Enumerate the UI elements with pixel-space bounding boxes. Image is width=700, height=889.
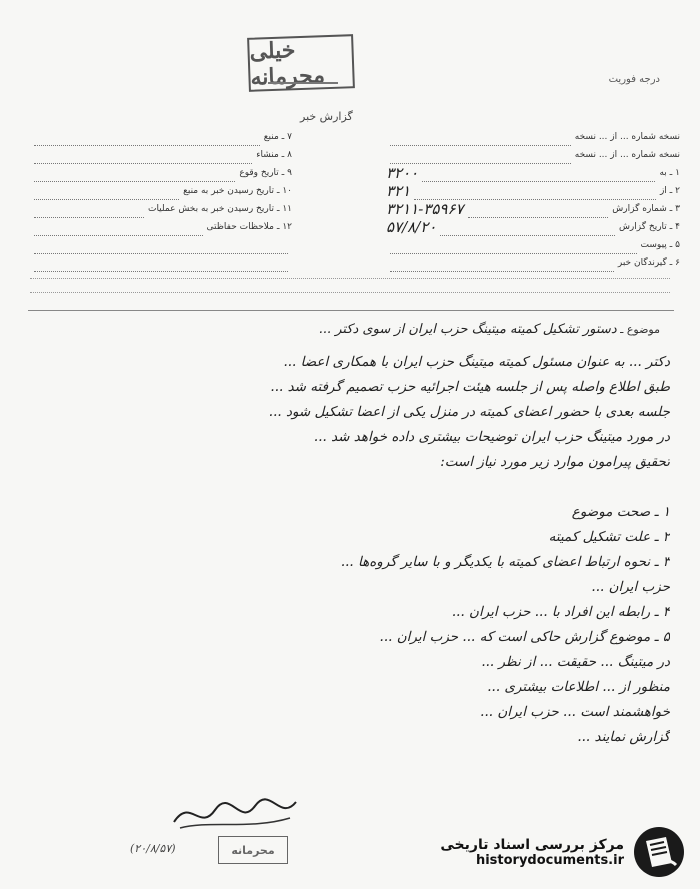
body-line: منظور از ... اطلاعات بیشتری ... xyxy=(487,679,670,695)
subject-line: موضوع ـ دستور تشکیل کمیته میتینگ حزب ایران از سوی دکتر ... xyxy=(318,322,660,337)
subject-text: دستور تشکیل کمیته میتینگ حزب ایران از سوی دکتر ... xyxy=(318,322,617,337)
urgency-label: درجه فوریت xyxy=(608,74,660,85)
body-line: جلسه بعدی با حضور اعضای کمیته در منزل یکی از اعضا تشکیل شود ... xyxy=(268,404,670,420)
section-divider xyxy=(28,310,674,311)
handwritten-value: ۵۷/۸/۲۰ xyxy=(386,218,437,236)
body-line xyxy=(30,475,670,500)
handwritten-value: ۳۲۱ xyxy=(386,182,411,200)
watermark-url: historydocuments.ir xyxy=(475,852,624,868)
classification-stamp-text: خیلی محرمانه xyxy=(249,37,326,91)
body-line: در مورد میتینگ حزب ایران توضیحات بیشتری داده خواهد شد ... xyxy=(313,429,670,445)
field-row: ۹ ـ تاریخ وقوع xyxy=(30,164,292,182)
body-line: ۴ ـ رابطه این افراد با ... حزب ایران ... xyxy=(451,604,670,620)
body-line: حزب ایران ... xyxy=(591,579,670,595)
field-row: نسخه شماره ... از ... نسخه xyxy=(380,128,680,146)
left-fields-block xyxy=(30,128,292,272)
handwritten-body xyxy=(30,350,670,750)
field-row: ۷ ـ منبع xyxy=(30,128,292,146)
field-row: ۸ ـ منشاء xyxy=(30,146,292,164)
archive-logo-icon xyxy=(632,825,686,879)
field-row: ۶ ـ گیرندگان خبر xyxy=(380,254,680,272)
body-line: گزارش نمایند ... xyxy=(577,729,670,745)
field-row: ۴ ـ تاریخ گزارش ۵۷/۸/۲۰ xyxy=(386,218,680,236)
footer-classification-stamp: محرمانه xyxy=(218,836,288,864)
field-row: ۱۰ ـ تاریخ رسیدن خبر به منبع xyxy=(30,182,292,200)
body-line: ۱ ـ صحت موضوع xyxy=(571,504,670,520)
field-row: ۵ ـ پیوست xyxy=(380,236,680,254)
body-line: ۵ ـ موضوع گزارش حاکی است که ... حزب ایران ... xyxy=(379,629,670,645)
body-line: در میتینگ ... حقیقت ... از نظر ... xyxy=(481,654,670,670)
body-line: تحقیق پیرامون موارد زیر مورد نیاز است: xyxy=(440,454,670,470)
field-row xyxy=(30,254,292,272)
field-row: ۳ ـ شماره گزارش ۳۲۱۱-۳۵۹۶۷ xyxy=(386,200,680,218)
blank-rule xyxy=(30,292,670,293)
subject-label: موضوع xyxy=(626,323,660,336)
field-row: ۱ ـ به ۳۲۰۰ xyxy=(386,164,680,182)
body-line: ۲ ـ علت تشکیل کمیته xyxy=(548,529,670,545)
stamp-underline xyxy=(268,82,338,90)
field-row: ۱۱ ـ تاریخ رسیدن خبر به بخش عملیات xyxy=(30,200,292,218)
archive-watermark xyxy=(440,825,686,879)
blank-rule xyxy=(30,278,670,279)
handwritten-value: ۳۲۰۰ xyxy=(386,164,419,182)
handwritten-value: ۳۲۱۱-۳۵۹۶۷ xyxy=(386,200,464,218)
body-line: طبق اطلاع واصله پس از جلسه هیئت اجرائیه حزب تصمیم گرفته شد ... xyxy=(270,379,670,395)
field-row xyxy=(30,236,292,254)
signature-scribble xyxy=(170,792,300,834)
field-row: نسخه شماره ... از ... نسخه xyxy=(380,146,680,164)
body-line: دکتر ... به عنوان مسئول کمیته میتینگ حزب ایران با همکاری اعضا ... xyxy=(283,354,670,370)
footer-date: (۲۰/۸/۵۷) xyxy=(130,842,176,855)
field-row: ۲ ـ از ۳۲۱ xyxy=(386,182,680,200)
body-line: خواهشمند است ... حزب ایران ... xyxy=(480,704,670,720)
watermark-name: مرکز بررسی اسناد تاریخی xyxy=(440,836,624,853)
right-fields-block xyxy=(380,128,680,272)
field-row: ۱۲ ـ ملاحظات حفاظتی xyxy=(30,218,292,236)
body-line: ۳ ـ نحوه ارتباط اعضای کمیته با یکدیگر و با سایر گروه‌ها ... xyxy=(340,554,670,570)
report-title: گزارش خبر xyxy=(300,110,353,123)
